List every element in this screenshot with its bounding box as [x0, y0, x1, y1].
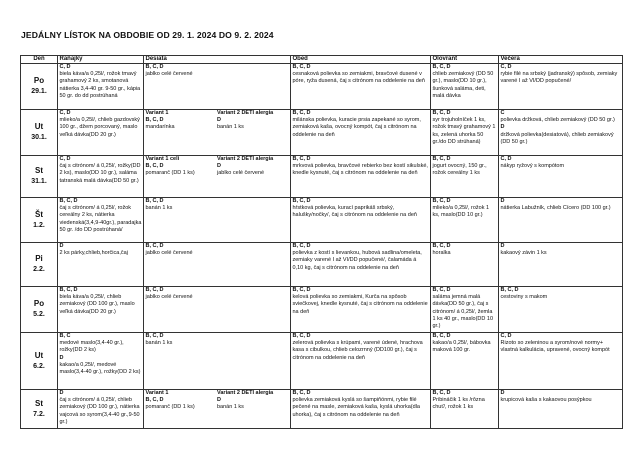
desiata-cell [144, 198, 291, 243]
day-name: Št [35, 209, 43, 219]
allergens: D [217, 397, 221, 404]
ranajky-cell [58, 156, 144, 198]
dish-text: polievka zemiaková kyslá so šampiňónmi, rybie filé pečené na masle, zemiaková kaša, kyslá uhorka(dla uhorka), čaj s citrónom na oddelenie na deň [292, 397, 420, 418]
desiata-cell [144, 156, 291, 198]
dish-text: mlieko/a 0,25l/, chlieb gazdovský 100 gr., džem porcovaný, maslo veľká dávka(DD 20 gr.) [59, 117, 140, 138]
variant [217, 110, 289, 132]
vecera-cell [499, 333, 623, 390]
obed-cell [291, 156, 431, 198]
desiata-cell [144, 333, 291, 390]
variant [146, 390, 218, 412]
desiata-cell [144, 243, 291, 287]
day-name: Ut [34, 122, 44, 131]
allergens: C, D [500, 156, 512, 162]
day-cell [21, 390, 58, 429]
vecera-cell [499, 390, 623, 429]
allergens: C, D [59, 64, 71, 70]
dish-text: jablko celé červené [145, 250, 193, 257]
allergens: D [217, 163, 221, 170]
variant [146, 110, 218, 132]
ranajky-cell [58, 390, 144, 429]
variant-title: Variant 1 celi [145, 156, 180, 162]
header-olovrant: Olovrant [431, 56, 499, 64]
allergens: B, C, D [292, 156, 311, 162]
dish-text: rybie filé na srbský (jadranský) spôsob, zemiaky varené I až VI/DD popučené/ [500, 71, 618, 85]
dish-text: 2 ks párky,chlieb,horčica,čaj [59, 250, 128, 257]
dish-text: čaj s citrónom/ á 0,25l/, rožok cereálny 2 ks, nátierka viedenská(3,4,9-40gr.), paradajka 50 gr. /do DD postrúhaná/ [59, 205, 142, 233]
allergens: B, C, D [292, 64, 311, 70]
day-row [21, 287, 623, 333]
day-date: 31.1. [31, 178, 47, 185]
allergens: B, C, D [292, 287, 311, 293]
allergens: B, C, D [292, 390, 311, 396]
allergens: C, D [59, 110, 71, 116]
allergens: B, C, D [432, 110, 451, 116]
header-vecera: Večera [499, 56, 623, 64]
obed-cell [291, 198, 431, 243]
day-cell [21, 333, 58, 390]
ranajky-cell [58, 110, 144, 156]
dish-text: saláma jemná malá dávka(DD 50 gr.), čaj s citrónom/ á 0,25l/, žemla 1 ks 40 gr., maslo(DD 10 gr.) [432, 294, 494, 330]
day-cell [21, 198, 58, 243]
dish-text: medové maslo(3,4-40 gr.), rožky(DD 2 ks) [59, 340, 124, 354]
olovrant-cell [431, 333, 499, 390]
dish-text: zelerová polievka s krúpami, varené údené, hrachova kasa s cibulkou, chlieb celozrnný (DD100 gr.), čaj s citrónom na oddelenie na deň [292, 340, 423, 361]
dish-text: cesnaková polievka so zemiakmi, bravčové dusené v póre, ryža dusená, čaj s citrónom na oddelenie na deň [292, 71, 425, 85]
allergens: B, C, D [292, 198, 311, 204]
day-cell [21, 243, 58, 287]
olovrant-cell [431, 287, 499, 333]
allergens: B, C, D [432, 198, 451, 204]
dish-text: polievka držková, chlieb zemiakový (DD 50 gr.) [500, 117, 615, 124]
dish-text: polievka z kostí s lievankou, hubová sadlina/omeleta, zemiaky varené I až VI/DD popučené/, čalamáda á 0,10 kg, čaj s citrónom na oddelenie na deň [292, 250, 422, 271]
allergens: D [59, 354, 64, 361]
allergens: D [500, 390, 505, 396]
dish-text: hŕstková polievka, kurací paprikáš srbský, halušky/nočky/, čaj s citrónom na oddelenie na deň [292, 205, 417, 219]
obed-cell [291, 110, 431, 156]
variant [217, 390, 289, 412]
dish-text: banán 1 ks [217, 124, 244, 131]
dish-text: Pribináčik 1 ks /rôzna chuť/, rožok 1 ks [432, 397, 485, 411]
dish-text: kakao/a 0,25l/, bábovka maková 100 gr. [432, 340, 491, 354]
day-date: 1.2. [33, 221, 45, 229]
day-name: St [35, 398, 43, 408]
allergens: B, C, D [59, 198, 78, 204]
obed-cell [291, 333, 431, 390]
day-row [21, 390, 623, 429]
dish-text: jablko celé červené [145, 71, 193, 78]
day-date: 29.1. [31, 88, 47, 95]
day-cell [21, 64, 58, 110]
allergens: B, C, D [292, 110, 311, 116]
dish-text: syr trojuholníček 1 ks, rožok tmavý grahamový 1 ks, zelená uhorka 50 gr./do DD strúhaná) [432, 117, 496, 145]
allergens: B, C, D [59, 287, 78, 293]
dish-text: banán 1 ks [145, 340, 173, 347]
dish-text: banán 1 ks [217, 404, 244, 411]
allergens: B, C, D [432, 156, 451, 162]
dish-text: mlieko/a 0,25l/, rožok 1 ks, maslo(DD 10 gr.) [432, 205, 490, 219]
dish-text: biela káva/a 0,25l/, chlieb zemiakový (DD 100 gr.), maslo veľká dávka(DD 20 gr.) [59, 294, 135, 315]
menu-table [20, 55, 623, 429]
desiata-cell [144, 287, 291, 333]
ranajky-cell [58, 287, 144, 333]
vecera-cell [499, 156, 623, 198]
dish-text: pomaranč (DD 1 ks) [145, 170, 195, 177]
day-cell [21, 110, 58, 156]
day-name: Po [33, 299, 45, 308]
day-name: St [35, 166, 43, 175]
allergens: B, C [59, 333, 71, 339]
header-day: Deň [21, 56, 58, 64]
dish-text: Rizoto so zeleninou a syrom/nové normy+ vlastná kalkulácia, upravené, ovocný kompót [500, 340, 610, 354]
dish-text: čaj s citrónom/ á 0,25l/, rožky(DD 2 ks), maslo(DD 10 gr.), saláma tatranská malá dávka(DD 50 gr.) [59, 163, 141, 184]
allergens: B, C, D [500, 287, 519, 293]
day-cell [21, 156, 58, 198]
allergens: D [217, 117, 221, 124]
day-date: 30.1. [31, 134, 47, 141]
day-row [21, 156, 623, 198]
dish-text: jogurt ovocný, 150 gr., rožok cereálny 1 ks [432, 163, 487, 177]
allergens: D [59, 390, 64, 396]
dish-text: kakao/a 0,25l/, medové maslo(3,4-40 gr.), rožky(DD 2 ks) [59, 361, 141, 376]
ranajky-cell [58, 198, 144, 243]
olovrant-cell [431, 243, 499, 287]
day-row [21, 64, 623, 110]
desiata-cell [144, 64, 291, 110]
olovrant-cell [431, 110, 499, 156]
dish-text: čaj s citrónom/ á 0,25l/, chlieb zemiakový (DD 100 gr.), nátierka vajcová so syrom(3,4-40 gr.,9-50 gr.) [59, 397, 140, 425]
dish-text: krupicová kaša s kakaovou posýpkou [500, 397, 592, 404]
allergens: B, C, D [145, 397, 164, 404]
obed-cell [291, 390, 431, 429]
allergens: B, C, D [432, 333, 451, 339]
day-name: Pi [35, 254, 43, 263]
olovrant-cell [431, 156, 499, 198]
day-date: 7.2. [33, 410, 45, 418]
allergens: D [500, 198, 505, 204]
allergens: B, C, D [432, 64, 451, 70]
dish-text: mandarínka [145, 124, 175, 131]
allergens: B, C, D [145, 117, 164, 124]
day-date: 6.2. [33, 362, 45, 370]
header-row [21, 56, 623, 64]
day-name: Po [33, 76, 45, 85]
dish-text: biela káva/a 0,25l/, rožok tmavý grahamový 2 ks, smotanová nátierka 3,4-40 gr. 9-50 gr., kápia 50 gr. do dd postrúhaná [59, 71, 141, 99]
variant-title: Variant 2 DETI alergia [217, 390, 274, 396]
obed-cell [291, 243, 431, 287]
olovrant-cell [431, 390, 499, 429]
olovrant-cell [431, 198, 499, 243]
desiata-cell [144, 110, 291, 156]
day-row [21, 110, 623, 156]
dish-text: pomaranč (DD 1 ks) [145, 404, 195, 411]
variant [146, 156, 218, 178]
allergens: D [500, 243, 505, 249]
dish-text: jablko celé červené [217, 170, 265, 177]
allergens: C, D [500, 64, 512, 70]
variant-title: Variant 1 [145, 390, 169, 396]
day-name: Ut [34, 350, 44, 360]
dish-text: nátierka Labužník, chlieb Cícero (DD 100 gr.) [500, 205, 611, 212]
dish-text: kelová polievka so zemiakmi, Kurča na spôsob sviečkovej, knedle kysnuté, čaj s citrónom na oddelenie na deň [292, 294, 428, 315]
dish-text: cestoviny s makom [500, 294, 548, 301]
dish-text: mrkvová polievka, bravčové rebierko bez kostí sikulské, knedle kysnuté, čaj s citrónom na oddelenie na deň [292, 163, 428, 177]
allergens: B, C, D [292, 333, 311, 339]
day-row [21, 198, 623, 243]
vecera-cell [499, 64, 623, 110]
allergens: B, C, D [145, 64, 164, 70]
variant-title: Variant 1 [145, 110, 169, 116]
dish-text: držková polievka(desiatová), chlieb zemiakový (DD 50 gr.) [500, 131, 614, 145]
day-row [21, 333, 623, 390]
dish-text: jablko celé červené [145, 294, 193, 301]
olovrant-cell [431, 64, 499, 110]
allergens: C, D [500, 333, 512, 339]
allergens: B, C, D [145, 198, 164, 204]
allergens: B, C, D [145, 333, 164, 339]
allergens: B, C, D [145, 163, 164, 170]
vecera-cell [499, 287, 623, 333]
header-ranajky: Raňajky [58, 56, 144, 64]
dish-text: banán 1 ks [145, 205, 173, 212]
ranajky-cell [58, 243, 144, 287]
day-cell [21, 287, 58, 333]
allergens: B, C, D [432, 243, 451, 249]
allergens: B, C, D [145, 287, 164, 293]
day-row [21, 243, 623, 287]
variant-title: Variant 2 DETI alergia [217, 110, 274, 116]
allergens: D [500, 124, 505, 131]
obed-cell [291, 287, 431, 333]
vecera-cell [499, 110, 623, 156]
header-obed: Obed [291, 56, 431, 64]
vecera-cell [499, 198, 623, 243]
ranajky-cell [58, 64, 144, 110]
header-desiata: Desiata [144, 56, 291, 64]
vecera-cell [499, 243, 623, 287]
obed-cell [291, 64, 431, 110]
allergens: B, C, D [432, 287, 451, 293]
day-date: 5.2. [33, 311, 45, 318]
variant-title: Variant 2 DETI alergia [217, 156, 274, 162]
allergens: C [500, 110, 505, 116]
allergens: B, C, D [145, 243, 164, 249]
ranajky-cell [58, 333, 144, 390]
day-date: 2.2. [33, 266, 45, 273]
page-title: JEDÁLNY LÍSTOK NA OBDOBIE OD 29. 1. 2024 DO 9. 2. 2024 [21, 30, 274, 40]
dish-text: horalka [432, 250, 451, 257]
allergens: B, C, D [432, 390, 451, 396]
allergens: C, D [59, 156, 71, 162]
dish-text: milánska polievka, kuracie prsia zapekané so syrom, zemiaková kaša, ovocný kompót, čaj s citrónom na oddelenie na deň [292, 117, 421, 138]
dish-text: kakaový závin 1 ks [500, 250, 547, 257]
dish-text: nákyp ryžový s kompótom [500, 163, 565, 170]
allergens: B, C, D [292, 243, 311, 249]
allergens: D [59, 243, 64, 249]
desiata-cell [144, 390, 291, 429]
dish-text: chlieb zemiakový (DD 50 gr.), maslo(DD 10 gr.), šunková saláma, deti, malá dávka [432, 71, 494, 99]
variant [217, 156, 289, 178]
